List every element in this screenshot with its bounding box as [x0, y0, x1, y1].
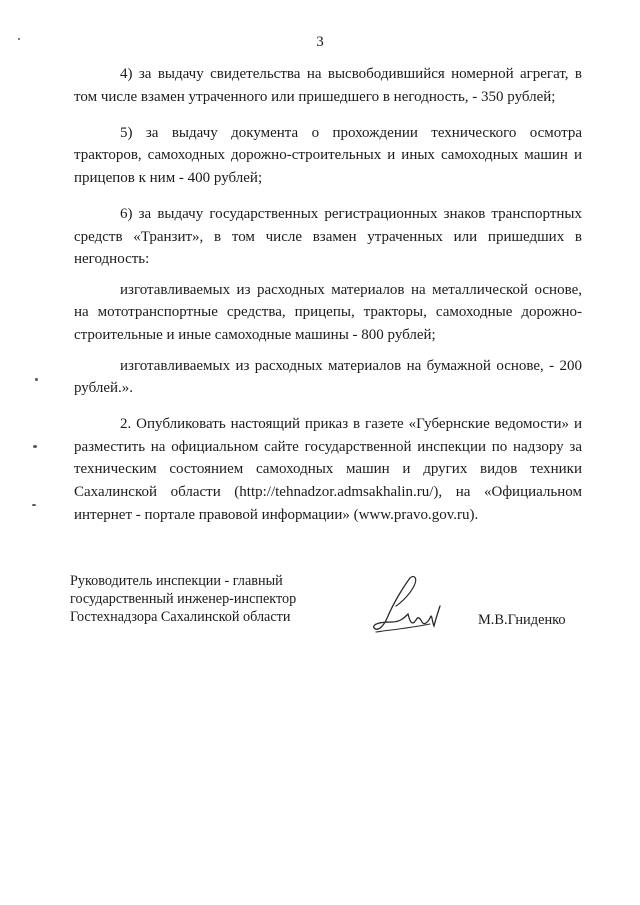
paragraph-paper-plates: изготавливаемых из расходных материалов на бумажной основе, - 200 рублей.».	[74, 357, 582, 397]
paragraph-item-4: 4) за выдачу свидетельства на высвободившийся номерной агрегат, в том числе взамен утраченного или пришедшего в негодность, - 350 рублей;	[74, 66, 582, 105]
scan-mark	[33, 445, 37, 448]
scan-mark	[18, 38, 20, 40]
page-number: 3	[316, 34, 324, 50]
handwritten-signature	[370, 572, 460, 642]
signatory-title-line: Гостехнадзора Сахалинской области	[70, 609, 291, 625]
scan-mark	[35, 378, 38, 381]
paragraph-item-5: 5) за выдачу документа о прохождении технического осмотра тракторов, самоходных дорожно-строительных и иных самоходных машин и прицепов к ним - 400 рублей;	[74, 124, 582, 186]
signatory-title-line: государственный инженер-инспектор	[70, 591, 297, 607]
signatory-title-line: Руководитель инспекции - главный	[70, 573, 283, 589]
paragraph-publication: 2. Опубликовать настоящий приказ в газете «Губернские ведомости» и разместить на официальном сайте государственной инспекции по надзору за техническим состоянием самоходных машин и других видов техники Сахалинской области (http://tehnadzor.admsakhalin.ru/), на «Официальном интернет - портале правовой информации» (www.pravo.gov.ru).	[74, 416, 582, 523]
signatory-title	[70, 572, 330, 626]
paragraph-item-6: 6) за выдачу государственных регистрационных знаков транспортных средств «Транзит», в том числе взамен утраченных или пришедших в негодность:	[74, 205, 582, 268]
scan-mark	[32, 504, 36, 506]
document-body	[74, 63, 582, 540]
paragraph-metal-plates: изготавливаемых из расходных материалов на металлической основе, на мототранспортные средства, прицепы, тракторы, самоходные дорожно-строительные и иные самоходные машины - 800 рублей;	[74, 281, 582, 343]
signer-name: М.В.Гниденко	[478, 612, 566, 628]
